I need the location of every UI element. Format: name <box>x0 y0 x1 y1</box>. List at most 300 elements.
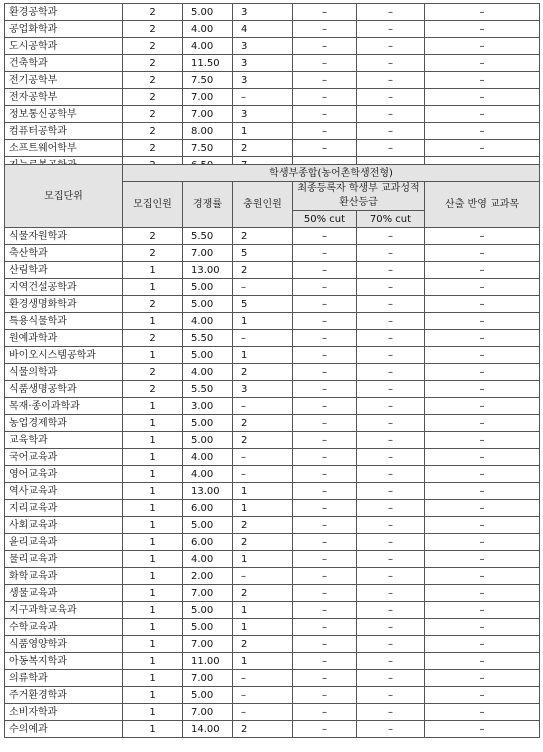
filled-count-cell: 1 <box>233 123 293 140</box>
subjects-cell: – <box>425 228 540 245</box>
table-row <box>5 704 540 721</box>
unit-name-cell: 식물의학과 <box>5 364 123 381</box>
seats-cell: 2 <box>123 55 183 72</box>
competition-rate-cell: 8.00 <box>183 123 233 140</box>
unit-name-cell: 국어교육과 <box>5 449 123 466</box>
header-filled: 충원인원 <box>233 182 293 228</box>
subjects-cell: – <box>425 72 540 89</box>
cut50-cell: – <box>293 330 357 347</box>
seats-cell: 2 <box>123 140 183 157</box>
header-group: 학생부종합(농어촌학생전형) <box>123 165 540 182</box>
table-row <box>5 381 540 398</box>
subjects-cell: – <box>425 602 540 619</box>
header-unit: 모집단위 <box>5 165 123 228</box>
competition-rate-cell: 7.00 <box>183 89 233 106</box>
competition-rate-cell: 7.00 <box>183 636 233 653</box>
cut50-cell: – <box>293 517 357 534</box>
unit-name-cell: 지구과학교육과 <box>5 602 123 619</box>
top-admission-table <box>4 3 540 174</box>
table-row <box>5 415 540 432</box>
seats-cell: 1 <box>123 721 183 738</box>
cut70-cell: – <box>357 721 425 738</box>
cut70-cell: – <box>357 398 425 415</box>
competition-rate-cell: 5.50 <box>183 330 233 347</box>
filled-count-cell: 2 <box>233 534 293 551</box>
unit-name-cell: 윤리교육과 <box>5 534 123 551</box>
unit-name-cell: 의류학과 <box>5 670 123 687</box>
cut70-cell: – <box>357 449 425 466</box>
filled-count-cell: 5 <box>233 245 293 262</box>
table-row <box>5 262 540 279</box>
competition-rate-cell: 5.00 <box>183 687 233 704</box>
table-row <box>5 330 540 347</box>
cut50-cell: – <box>293 415 357 432</box>
subjects-cell: – <box>425 636 540 653</box>
filled-count-cell: 3 <box>233 38 293 55</box>
unit-name-cell: 공업화학과 <box>5 21 123 38</box>
table-row <box>5 602 540 619</box>
unit-name-cell: 생물교육과 <box>5 585 123 602</box>
seats-cell: 1 <box>123 262 183 279</box>
table-row <box>5 228 540 245</box>
cut50-cell: – <box>293 89 357 106</box>
unit-name-cell: 산림학과 <box>5 262 123 279</box>
competition-rate-cell: 2.00 <box>183 568 233 585</box>
cut70-cell: – <box>357 687 425 704</box>
unit-name-cell: 바이오시스템공학과 <box>5 347 123 364</box>
seats-cell: 1 <box>123 398 183 415</box>
unit-name-cell: 정보통신공학부 <box>5 106 123 123</box>
competition-rate-cell: 5.00 <box>183 347 233 364</box>
subjects-cell: – <box>425 21 540 38</box>
cut50-cell: – <box>293 670 357 687</box>
unit-name-cell: 건축학과 <box>5 55 123 72</box>
seats-cell: 2 <box>123 89 183 106</box>
cut70-cell: – <box>357 602 425 619</box>
filled-count-cell: – <box>233 398 293 415</box>
header-rate: 경쟁률 <box>183 182 233 228</box>
seats-cell: 2 <box>123 72 183 89</box>
cut70-cell: – <box>357 296 425 313</box>
unit-name-cell: 원예과학과 <box>5 330 123 347</box>
subjects-cell: – <box>425 568 540 585</box>
unit-name-cell: 수학교육과 <box>5 619 123 636</box>
cut70-cell: – <box>357 262 425 279</box>
subjects-cell: – <box>425 466 540 483</box>
competition-rate-cell: 7.00 <box>183 106 233 123</box>
competition-rate-cell: 5.00 <box>183 279 233 296</box>
seats-cell: 1 <box>123 432 183 449</box>
cut70-cell: – <box>357 619 425 636</box>
seats-cell: 1 <box>123 602 183 619</box>
unit-name-cell: 소프트웨어학부 <box>5 140 123 157</box>
table-row <box>5 55 540 72</box>
filled-count-cell: 2 <box>233 228 293 245</box>
filled-count-cell: 1 <box>233 313 293 330</box>
cut70-cell: – <box>357 347 425 364</box>
filled-count-cell: – <box>233 279 293 296</box>
cut50-cell: – <box>293 279 357 296</box>
seats-cell: 2 <box>123 21 183 38</box>
filled-count-cell: 3 <box>233 55 293 72</box>
table-row <box>5 106 540 123</box>
cut50-cell: – <box>293 21 357 38</box>
seats-cell: 1 <box>123 415 183 432</box>
subjects-cell: – <box>425 551 540 568</box>
filled-count-cell: 2 <box>233 415 293 432</box>
unit-name-cell: 아동복지학과 <box>5 653 123 670</box>
subjects-cell: – <box>425 721 540 738</box>
filled-count-cell: 4 <box>233 21 293 38</box>
filled-count-cell: 2 <box>233 721 293 738</box>
table-row <box>5 38 540 55</box>
filled-count-cell: 2 <box>233 140 293 157</box>
subjects-cell: – <box>425 704 540 721</box>
subjects-cell: – <box>425 140 540 157</box>
cut50-cell: – <box>293 262 357 279</box>
header-seats: 모집인원 <box>123 182 183 228</box>
competition-rate-cell: 14.00 <box>183 721 233 738</box>
unit-name-cell: 목재·종이과학과 <box>5 398 123 415</box>
seats-cell: 1 <box>123 636 183 653</box>
subjects-cell: – <box>425 687 540 704</box>
competition-rate-cell: 7.50 <box>183 140 233 157</box>
unit-name-cell: 축산학과 <box>5 245 123 262</box>
cut70-cell: – <box>357 585 425 602</box>
filled-count-cell: 2 <box>233 517 293 534</box>
competition-rate-cell: 3.00 <box>183 398 233 415</box>
cut50-cell: – <box>293 106 357 123</box>
unit-name-cell: 역사교육과 <box>5 483 123 500</box>
seats-cell: 1 <box>123 551 183 568</box>
seats-cell: 2 <box>123 245 183 262</box>
filled-count-cell: – <box>233 687 293 704</box>
subjects-cell: – <box>425 364 540 381</box>
cut50-cell: – <box>293 140 357 157</box>
cut50-cell: – <box>293 72 357 89</box>
competition-rate-cell: 7.00 <box>183 245 233 262</box>
competition-rate-cell: 7.00 <box>183 670 233 687</box>
filled-count-cell: 2 <box>233 585 293 602</box>
cut50-cell: – <box>293 466 357 483</box>
unit-name-cell: 식품생명공학과 <box>5 381 123 398</box>
subjects-cell: – <box>425 449 540 466</box>
seats-cell: 1 <box>123 449 183 466</box>
table-row <box>5 500 540 517</box>
unit-name-cell: 지역건설공학과 <box>5 279 123 296</box>
cut50-cell: – <box>293 585 357 602</box>
table-row <box>5 636 540 653</box>
seats-cell: 1 <box>123 568 183 585</box>
competition-rate-cell: 4.00 <box>183 364 233 381</box>
cut70-cell: – <box>357 534 425 551</box>
filled-count-cell: 3 <box>233 381 293 398</box>
subjects-cell: – <box>425 500 540 517</box>
competition-rate-cell: 4.00 <box>183 21 233 38</box>
subjects-cell: – <box>425 585 540 602</box>
table-row <box>5 653 540 670</box>
cut70-cell: – <box>357 89 425 106</box>
cut50-cell: – <box>293 602 357 619</box>
filled-count-cell: 3 <box>233 4 293 21</box>
table-row <box>5 296 540 313</box>
table-row <box>5 4 540 21</box>
unit-name-cell: 농업경제학과 <box>5 415 123 432</box>
competition-rate-cell: 7.00 <box>183 585 233 602</box>
subjects-cell: – <box>425 483 540 500</box>
cut70-cell: – <box>357 432 425 449</box>
filled-count-cell: 2 <box>233 364 293 381</box>
table-row <box>5 568 540 585</box>
filled-count-cell: 3 <box>233 106 293 123</box>
cut70-cell: – <box>357 483 425 500</box>
cut70-cell: – <box>357 228 425 245</box>
cut50-cell: – <box>293 364 357 381</box>
cut50-cell: – <box>293 228 357 245</box>
cut50-cell: – <box>293 432 357 449</box>
cut70-cell: – <box>357 500 425 517</box>
cut50-cell: – <box>293 55 357 72</box>
cut50-cell: – <box>293 636 357 653</box>
competition-rate-cell: 5.00 <box>183 432 233 449</box>
table-header <box>5 165 540 228</box>
subjects-cell: – <box>425 4 540 21</box>
competition-rate-cell: 7.00 <box>183 704 233 721</box>
cut50-cell: – <box>293 38 357 55</box>
unit-name-cell: 소비자학과 <box>5 704 123 721</box>
table-row <box>5 123 540 140</box>
filled-count-cell: 1 <box>233 500 293 517</box>
cut50-cell: – <box>293 704 357 721</box>
filled-count-cell: 1 <box>233 602 293 619</box>
cut70-cell: – <box>357 72 425 89</box>
seats-cell: 1 <box>123 466 183 483</box>
cut70-cell: – <box>357 466 425 483</box>
table-row <box>5 449 540 466</box>
cut50-cell: – <box>293 721 357 738</box>
unit-name-cell: 화학교육과 <box>5 568 123 585</box>
header-cut50: 50% cut <box>293 211 357 228</box>
cut50-cell: – <box>293 534 357 551</box>
unit-name-cell: 도시공학과 <box>5 38 123 55</box>
competition-rate-cell: 4.00 <box>183 313 233 330</box>
cut70-cell: – <box>357 381 425 398</box>
cut50-cell: – <box>293 687 357 704</box>
seats-cell: 1 <box>123 483 183 500</box>
subjects-cell: – <box>425 262 540 279</box>
filled-count-cell: 1 <box>233 619 293 636</box>
unit-name-cell: 특용식물학과 <box>5 313 123 330</box>
table-row <box>5 619 540 636</box>
subjects-cell: – <box>425 432 540 449</box>
seats-cell: 2 <box>123 381 183 398</box>
filled-count-cell: 1 <box>233 653 293 670</box>
competition-rate-cell: 13.00 <box>183 483 233 500</box>
filled-count-cell: 2 <box>233 262 293 279</box>
subjects-cell: – <box>425 245 540 262</box>
rural-admission-table <box>4 164 540 738</box>
cut70-cell: – <box>357 415 425 432</box>
competition-rate-cell: 11.50 <box>183 55 233 72</box>
filled-count-cell: 1 <box>233 483 293 500</box>
cut50-cell: – <box>293 245 357 262</box>
subjects-cell: – <box>425 313 540 330</box>
competition-rate-cell: 5.50 <box>183 381 233 398</box>
competition-rate-cell: 5.00 <box>183 4 233 21</box>
seats-cell: 2 <box>123 123 183 140</box>
table-row <box>5 466 540 483</box>
cut70-cell: – <box>357 140 425 157</box>
competition-rate-cell: 5.00 <box>183 517 233 534</box>
header-cut70: 70% cut <box>357 211 425 228</box>
cut50-cell: – <box>293 313 357 330</box>
competition-rate-cell: 5.00 <box>183 602 233 619</box>
seats-cell: 2 <box>123 364 183 381</box>
unit-name-cell: 교육학과 <box>5 432 123 449</box>
table-row <box>5 551 540 568</box>
cut70-cell: – <box>357 653 425 670</box>
filled-count-cell: – <box>233 330 293 347</box>
cut50-cell: – <box>293 347 357 364</box>
table-row <box>5 517 540 534</box>
cut50-cell: – <box>293 551 357 568</box>
seats-cell: 1 <box>123 687 183 704</box>
filled-count-cell: 2 <box>233 432 293 449</box>
competition-rate-cell: 7.50 <box>183 72 233 89</box>
unit-name-cell: 식품영양학과 <box>5 636 123 653</box>
cut70-cell: – <box>357 106 425 123</box>
unit-name-cell: 주거환경학과 <box>5 687 123 704</box>
table-row <box>5 585 540 602</box>
cut50-cell: – <box>293 398 357 415</box>
filled-count-cell: – <box>233 466 293 483</box>
seats-cell: 1 <box>123 279 183 296</box>
unit-name-cell: 컴퓨터공학과 <box>5 123 123 140</box>
subjects-cell: – <box>425 330 540 347</box>
cut50-cell: – <box>293 500 357 517</box>
subjects-cell: – <box>425 296 540 313</box>
competition-rate-cell: 5.50 <box>183 228 233 245</box>
unit-name-cell: 지리교육과 <box>5 500 123 517</box>
cut50-cell: – <box>293 568 357 585</box>
filled-count-cell: 3 <box>233 72 293 89</box>
header-grade-title: 최종등록자 학생부 교과성적 환산등급 <box>293 182 425 211</box>
filled-count-cell: – <box>233 449 293 466</box>
top-table-body <box>5 4 540 174</box>
filled-count-cell: 1 <box>233 551 293 568</box>
cut70-cell: – <box>357 364 425 381</box>
table-row <box>5 140 540 157</box>
table-row <box>5 313 540 330</box>
competition-rate-cell: 5.00 <box>183 415 233 432</box>
competition-rate-cell: 4.00 <box>183 38 233 55</box>
seats-cell: 2 <box>123 296 183 313</box>
subjects-cell: – <box>425 347 540 364</box>
cut70-cell: – <box>357 123 425 140</box>
unit-name-cell: 식물자원학과 <box>5 228 123 245</box>
subjects-cell: – <box>425 398 540 415</box>
seats-cell: 1 <box>123 585 183 602</box>
subjects-cell: – <box>425 619 540 636</box>
competition-rate-cell: 6.00 <box>183 500 233 517</box>
cut70-cell: – <box>357 330 425 347</box>
table-body <box>5 228 540 738</box>
cut70-cell: – <box>357 38 425 55</box>
subjects-cell: – <box>425 123 540 140</box>
unit-name-cell: 환경공학과 <box>5 4 123 21</box>
competition-rate-cell: 11.00 <box>183 653 233 670</box>
unit-name-cell: 사회교육과 <box>5 517 123 534</box>
table-row <box>5 432 540 449</box>
header-subjects: 산출 반영 교과목 <box>425 182 540 228</box>
cut50-cell: – <box>293 381 357 398</box>
unit-name-cell: 물리교육과 <box>5 551 123 568</box>
table-row <box>5 670 540 687</box>
seats-cell: 1 <box>123 534 183 551</box>
cut70-cell: – <box>357 568 425 585</box>
table-row <box>5 89 540 106</box>
seats-cell: 2 <box>123 4 183 21</box>
cut70-cell: – <box>357 245 425 262</box>
unit-name-cell: 영어교육과 <box>5 466 123 483</box>
cut50-cell: – <box>293 123 357 140</box>
seats-cell: 1 <box>123 347 183 364</box>
table-row <box>5 483 540 500</box>
table-row <box>5 21 540 38</box>
seats-cell: 1 <box>123 313 183 330</box>
filled-count-cell: – <box>233 704 293 721</box>
cut50-cell: – <box>293 296 357 313</box>
filled-count-cell: – <box>233 568 293 585</box>
subjects-cell: – <box>425 670 540 687</box>
subjects-cell: – <box>425 106 540 123</box>
unit-name-cell: 수의예과 <box>5 721 123 738</box>
subjects-cell: – <box>425 89 540 106</box>
cut50-cell: – <box>293 4 357 21</box>
seats-cell: 2 <box>123 106 183 123</box>
cut50-cell: – <box>293 653 357 670</box>
table-row <box>5 721 540 738</box>
cut70-cell: – <box>357 55 425 72</box>
competition-rate-cell: 4.00 <box>183 551 233 568</box>
seats-cell: 2 <box>123 330 183 347</box>
subjects-cell: – <box>425 534 540 551</box>
filled-count-cell: – <box>233 89 293 106</box>
competition-rate-cell: 13.00 <box>183 262 233 279</box>
seats-cell: 1 <box>123 517 183 534</box>
filled-count-cell: 2 <box>233 636 293 653</box>
table-row <box>5 364 540 381</box>
seats-cell: 2 <box>123 38 183 55</box>
table-row <box>5 687 540 704</box>
cut70-cell: – <box>357 4 425 21</box>
competition-rate-cell: 6.00 <box>183 534 233 551</box>
subjects-cell: – <box>425 517 540 534</box>
subjects-cell: – <box>425 381 540 398</box>
filled-count-cell: – <box>233 670 293 687</box>
table-row <box>5 347 540 364</box>
cut70-cell: – <box>357 313 425 330</box>
seats-cell: 1 <box>123 619 183 636</box>
cut50-cell: – <box>293 483 357 500</box>
competition-rate-cell: 4.00 <box>183 466 233 483</box>
cut50-cell: – <box>293 449 357 466</box>
competition-rate-cell: 4.00 <box>183 449 233 466</box>
cut50-cell: – <box>293 619 357 636</box>
unit-name-cell: 환경생명화학과 <box>5 296 123 313</box>
seats-cell: 2 <box>123 228 183 245</box>
table-row <box>5 72 540 89</box>
